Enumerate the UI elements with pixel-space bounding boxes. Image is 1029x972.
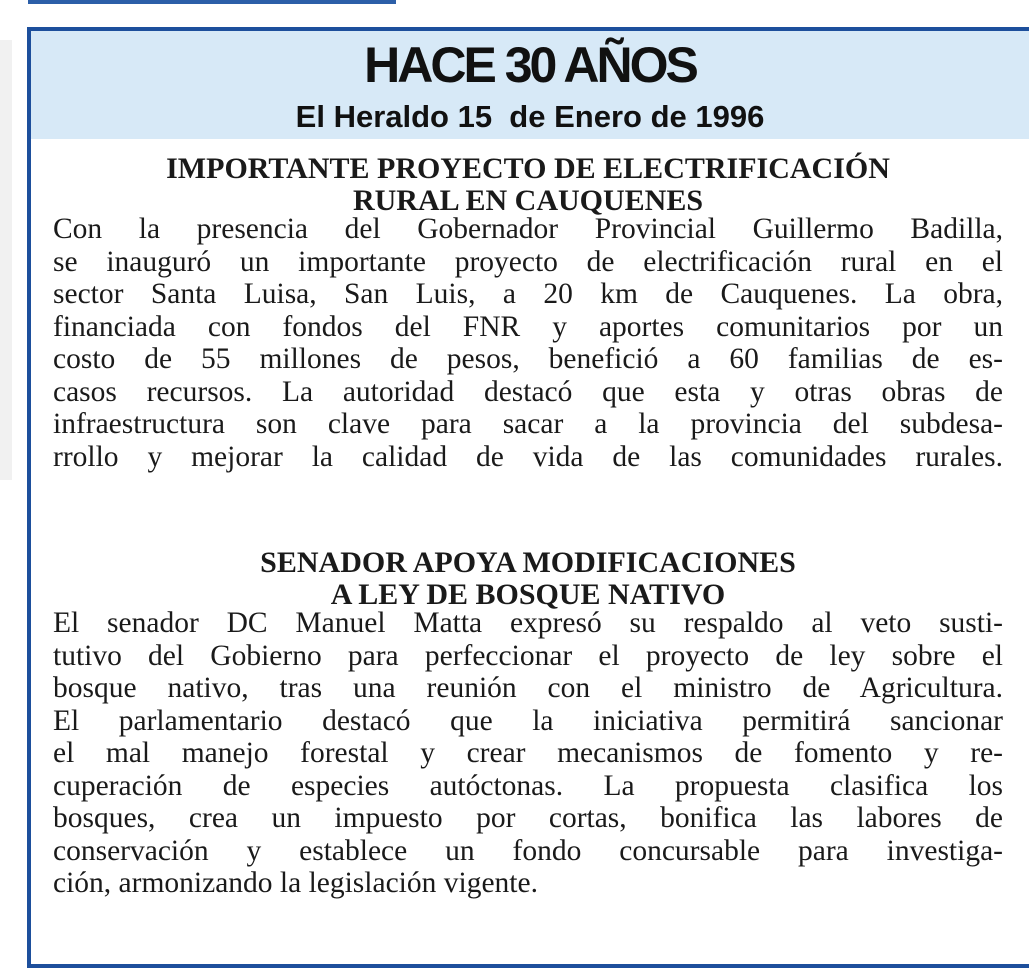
- headline-line: IMPORTANTE PROYECTO DE ELECTRIFICACIÓN: [166, 152, 890, 185]
- body-line: se inauguró un importante proyecto de electrificación rural en el: [53, 245, 1003, 278]
- body-line: sector Santa Luisa, San Luis, a 20 km de Cauquenes. La obra,: [53, 278, 1003, 310]
- top-rule: [28, 0, 396, 4]
- section-header: [31, 31, 1029, 139]
- body-line: Con la presencia del Gobernador Provincial Guillermo Badilla,: [53, 213, 1003, 245]
- body-line: costo de 55 millones de pesos, benefició a 60 familias de es-: [53, 343, 1003, 375]
- body-line: El parlamentario destacó que la iniciativa permitirá sancionar: [53, 704, 1003, 737]
- body-line: conservación y establece un fondo concursable para investiga-: [53, 834, 1003, 867]
- body-line: bosques, crea un impuesto por cortas, bonifica las labores de: [53, 802, 1003, 834]
- page-margin: [0, 40, 12, 480]
- section-dateline: El Heraldo 15 de Enero de 1996: [295, 99, 765, 134]
- section-kicker: HACE 30 AÑOS: [364, 37, 696, 93]
- headline-line: A LEY DE BOSQUE NATIVO: [330, 578, 726, 611]
- body-line: bosque nativo, tras una reunión con el ministro de Agricultura.: [53, 672, 1003, 704]
- body-line: El senador DC Manuel Matta expresó su respaldo al veto susti-: [53, 607, 1003, 639]
- body-line: financiada con fondos del FNR y aportes comunitarios por un: [53, 310, 1003, 343]
- article-headline: [53, 545, 1003, 613]
- body-line: rrollo y mejorar la calidad de vida de las comunidades rurales.: [53, 440, 1003, 473]
- body-line: ción, armonizando la legislación vigente.: [53, 867, 538, 899]
- body-line: infraestructura son clave para sacar a la provincia del subdesa-: [53, 408, 1003, 440]
- body-line: el mal manejo forestal y crear mecanismos de fomento y re-: [53, 737, 1003, 769]
- article-body: [53, 213, 1003, 473]
- headline-line: SENADOR APOYA MODIFICACIONES: [260, 546, 796, 579]
- body-line: tutivo del Gobierno para perfeccionar el proyecto de ley sobre el: [53, 639, 1003, 672]
- body-line: cuperación de especies autóctonas. La propuesta clasifica los: [53, 769, 1003, 802]
- body-line: casos recursos. La autoridad destacó que esta y otras obras de: [53, 375, 1003, 408]
- article-electrification: [53, 151, 1003, 473]
- article-native-forest: [53, 545, 1003, 900]
- article-body: [53, 607, 1003, 900]
- article-headline: [53, 151, 1003, 219]
- news-box: [27, 27, 1029, 968]
- headline-line: RURAL EN CAUQUENES: [352, 184, 704, 217]
